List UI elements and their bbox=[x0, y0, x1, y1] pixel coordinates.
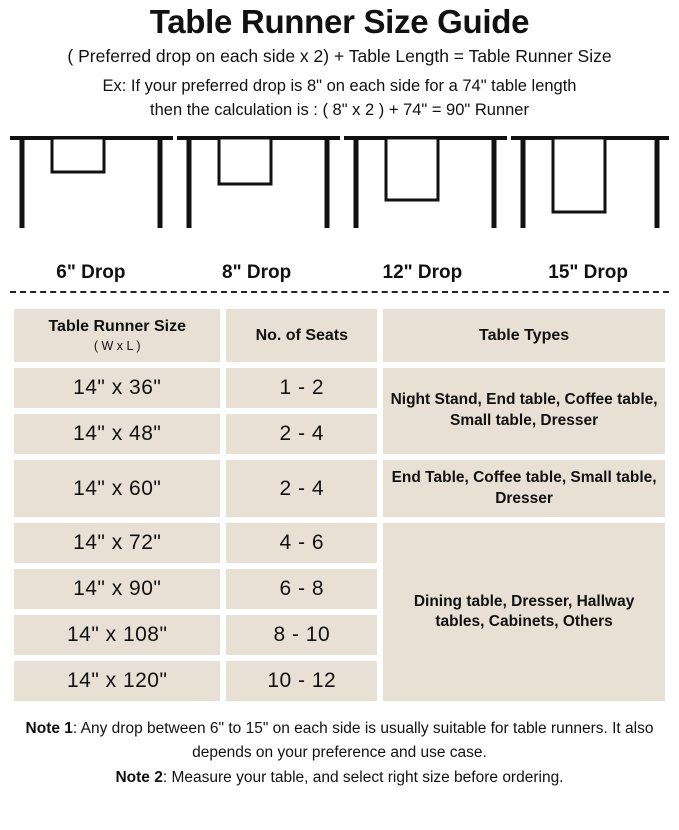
note-2-text: : Measure your table, and select right size before ordering. bbox=[162, 768, 564, 786]
drop-label-6: 6" Drop bbox=[56, 262, 126, 284]
cell-seats: 1 - 2 bbox=[226, 368, 377, 408]
cell-seats: 4 - 6 bbox=[226, 523, 377, 563]
table-row bbox=[14, 523, 665, 563]
cell-size: 14" x 60" bbox=[14, 460, 220, 518]
cell-size: 14" x 72" bbox=[14, 523, 220, 563]
header-size-sub: ( W x L ) bbox=[93, 338, 141, 353]
cell-seats: 8 - 10 bbox=[226, 615, 377, 655]
cell-seats: 6 - 8 bbox=[226, 569, 377, 609]
cell-size: 14" x 108" bbox=[14, 615, 220, 655]
cell-seats: 2 - 4 bbox=[226, 414, 377, 454]
header-cell-size bbox=[14, 309, 220, 361]
cell-size: 14" x 120" bbox=[14, 661, 220, 701]
page-title: Table Runner Size Guide bbox=[149, 3, 530, 40]
cell-size: 14" x 36" bbox=[14, 368, 220, 408]
example-line-2: then the calculation is : ( 8" x 2 ) + 74" = 90" Runner bbox=[150, 100, 529, 119]
drop-illustration-15 bbox=[511, 138, 669, 228]
note-2-label: Note 2 bbox=[115, 768, 163, 786]
cell-seats: 10 - 12 bbox=[226, 661, 377, 701]
drop-illustration-6 bbox=[10, 138, 173, 228]
example-line-1: Ex: If your preferred drop is 8" on each side for a 74" table length bbox=[102, 76, 577, 95]
note-1-label: Note 1 bbox=[25, 720, 73, 738]
drop-label-row bbox=[8, 262, 671, 284]
header-cell-types: Table Types bbox=[383, 309, 665, 361]
table-header-row bbox=[14, 309, 665, 361]
drop-label-15: 15" Drop bbox=[548, 262, 628, 284]
cell-seats: 2 - 4 bbox=[226, 460, 377, 518]
table-row bbox=[14, 460, 665, 518]
note-1 bbox=[8, 717, 671, 764]
cell-types: Night Stand, End table, Coffee table, Small table, Dresser bbox=[383, 368, 665, 454]
drop-label-8: 8" Drop bbox=[222, 262, 292, 284]
section-divider bbox=[10, 291, 669, 293]
drop-illustration-8 bbox=[177, 138, 340, 228]
drop-diagram bbox=[8, 132, 671, 262]
infographic-page bbox=[0, 4, 679, 830]
drop-label-12: 12" Drop bbox=[382, 262, 463, 284]
note-2 bbox=[8, 766, 671, 789]
cell-size: 14" x 48" bbox=[14, 414, 220, 454]
example-block bbox=[8, 75, 671, 123]
header-cell-seats: No. of Seats bbox=[226, 309, 377, 361]
cell-types: End Table, Coffee table, Small table, Dresser bbox=[383, 460, 665, 518]
size-table bbox=[8, 303, 671, 707]
cell-types: Dining table, Dresser, Hallway tables, Cabinets, Others bbox=[383, 523, 665, 701]
drop-diagram-svg bbox=[8, 132, 671, 250]
notes-section bbox=[8, 717, 671, 789]
drop-illustration-12 bbox=[344, 138, 507, 228]
cell-size: 14" x 90" bbox=[14, 569, 220, 609]
header-size-label: Table Runner Size bbox=[48, 318, 186, 336]
table-row bbox=[14, 368, 665, 408]
formula-line: ( Preferred drop on each side x 2) + Table Length = Table Runner Size bbox=[67, 45, 612, 66]
note-1-text: : Any drop between 6" to 15" on each side is usually suitable for table runners. It also depends on your preference and use case. bbox=[72, 720, 654, 761]
